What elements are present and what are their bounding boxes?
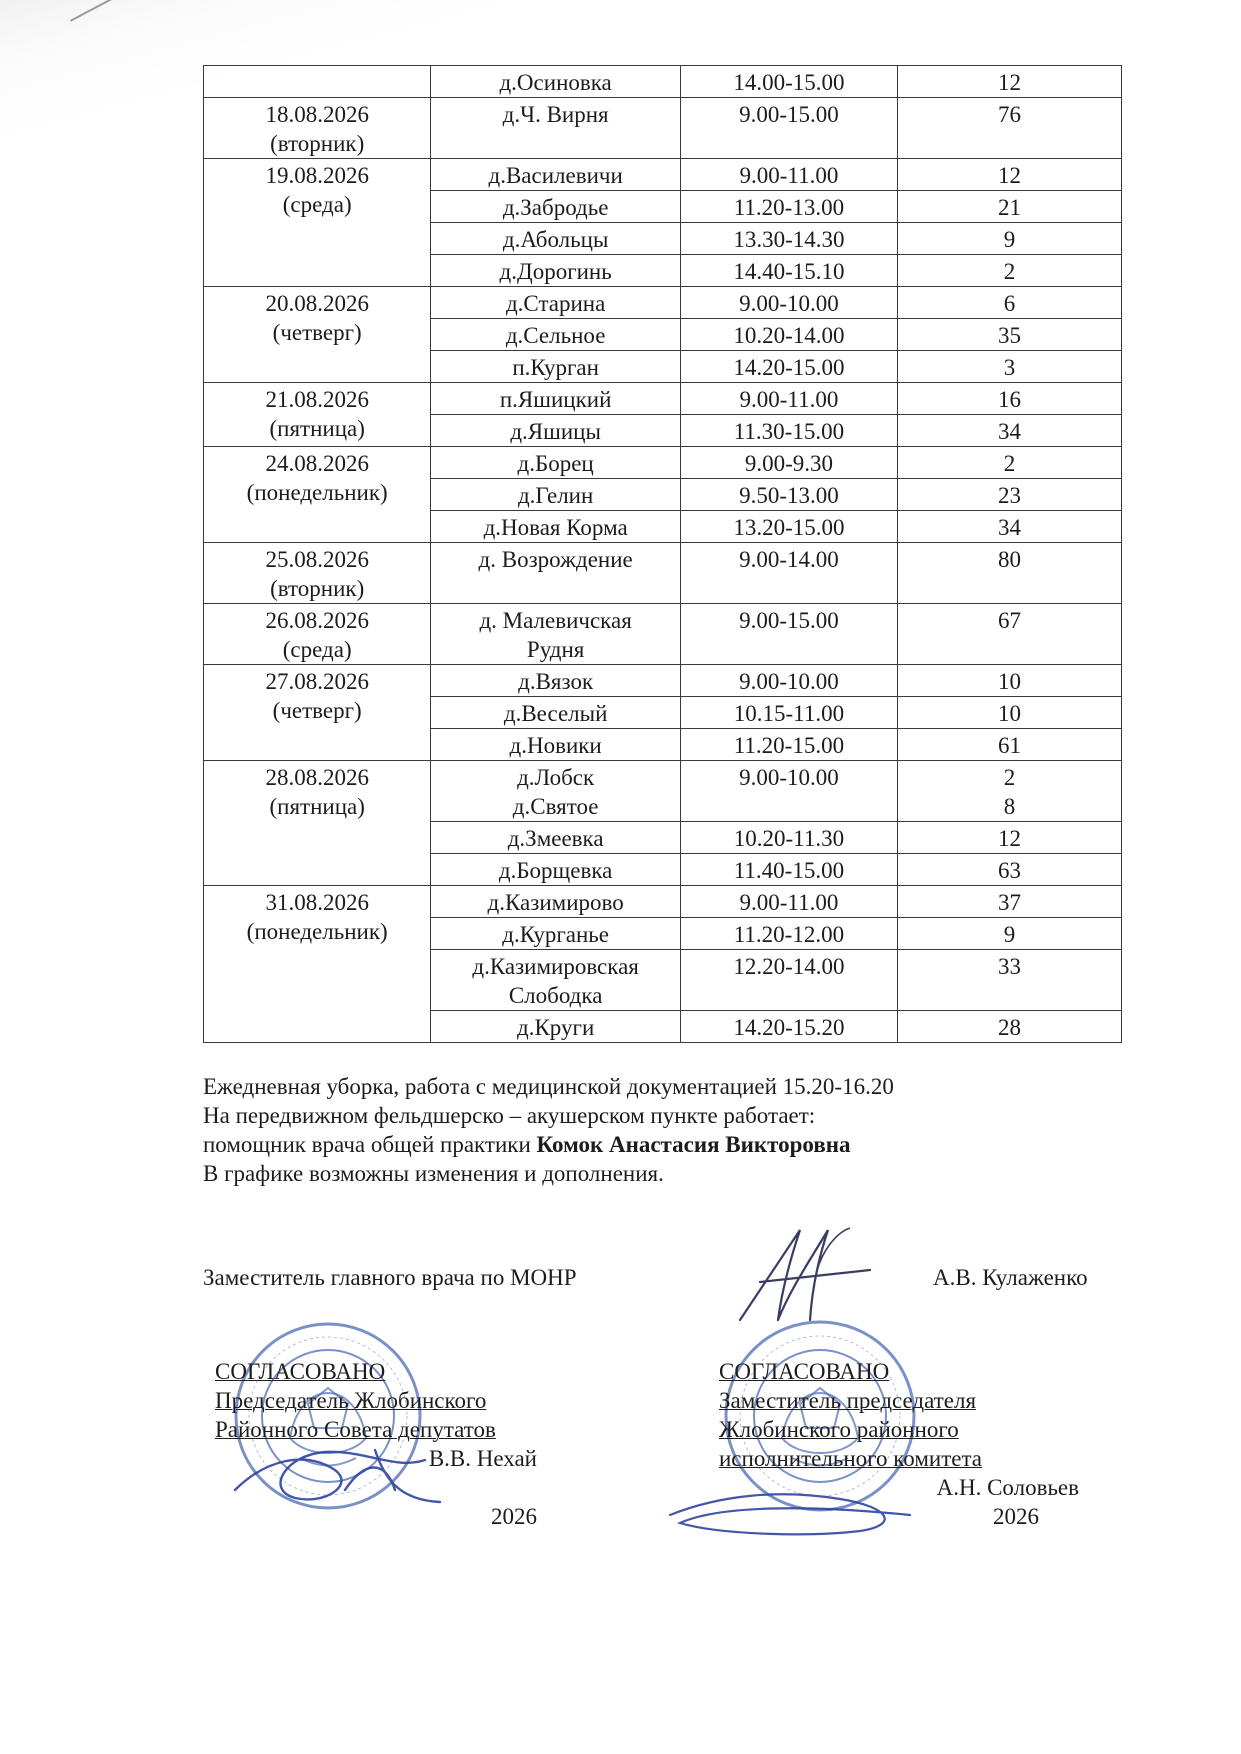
time-cell: 9.00-15.00 [680,604,897,665]
date-cell [204,287,431,383]
count-cell: 6 [897,287,1121,319]
deputy-signature-icon [720,1220,880,1330]
count-cell: 28 [897,1011,1121,1043]
weekday-text: (понедельник) [246,919,388,944]
date-text: 19.08.2026 [265,163,369,188]
place-cell: д.Казимирово [431,886,681,918]
table-row [204,886,1122,918]
date-text: 27.08.2026 [265,669,369,694]
weekday-text: (вторник) [270,576,365,601]
time-cell: 11.40-15.00 [680,854,897,886]
place-cell [431,604,681,665]
place-cell: д.Старина [431,287,681,319]
date-text: 28.08.2026 [265,765,369,790]
place-text: д.Святое [512,794,599,819]
date-text: 24.08.2026 [265,451,369,476]
time-cell: 13.20-15.00 [680,511,897,543]
approval-position: Председатель Жлобинского [215,1388,487,1413]
date-cell [204,665,431,761]
count-cell: 34 [897,415,1121,447]
count-cell: 16 [897,383,1121,415]
table-row [204,447,1122,479]
cleaning-note: Ежедневная уборка, работа с медицинской документацией 15.20-16.20 [203,1074,894,1099]
staff-assistant-line [203,1130,1103,1159]
place-cell: д.Курганье [431,918,681,950]
count-cell: 3 [897,351,1121,383]
count-cell: 12 [897,822,1121,854]
time-cell: 9.00-11.00 [680,383,897,415]
date-cell [204,604,431,665]
count-cell: 9 [897,918,1121,950]
time-cell: 10.20-14.00 [680,319,897,351]
notes-block [203,1072,1103,1188]
place-cell [431,761,681,822]
date-cell [204,543,431,604]
place-text: д.Лобск [517,765,595,790]
weekday-text: (четверг) [272,320,362,345]
table-row [204,761,1122,822]
date-text: 25.08.2026 [265,547,369,572]
count-cell: 12 [897,159,1121,191]
place-cell: д.Вязок [431,665,681,697]
time-cell: 14.40-15.10 [680,255,897,287]
time-cell: 14.00-15.00 [680,66,897,98]
place-text: Рудня [526,637,585,662]
approval-position: исполнительного комитета [719,1446,982,1471]
place-text: д. Малевичская [479,608,632,633]
time-cell: 14.20-15.00 [680,351,897,383]
approval-year: 2026 [993,1504,1039,1529]
signatory-role: Заместитель главного врача по МОНР [203,1265,577,1290]
council-chairman-signature-icon [225,1430,455,1520]
place-cell [431,950,681,1011]
table-row [204,665,1122,697]
approval-name: В.В. Нехай [428,1446,537,1471]
date-cell [204,383,431,447]
place-cell: д.Дорогинь [431,255,681,287]
count-cell: 76 [897,98,1121,159]
time-cell: 11.20-13.00 [680,191,897,223]
signatory-name: А.В. Кулаженко [933,1265,1088,1290]
place-cell: д.Гелин [431,479,681,511]
approval-year: 2026 [491,1504,537,1529]
approval-heading: СОГЛАСОВАНО [719,1359,890,1384]
count-cell [897,761,1121,822]
time-cell: 9.00-9.30 [680,447,897,479]
staff-role: помощник врача общей практики [203,1132,537,1157]
place-cell: п.Курган [431,351,681,383]
place-cell: д.Забродье [431,191,681,223]
place-cell: д.Ч. Вирня [431,98,681,159]
place-cell: д.Борец [431,447,681,479]
place-cell: д.Абольцы [431,223,681,255]
place-cell: п.Яшицкий [431,383,681,415]
time-cell: 10.15-11.00 [680,697,897,729]
table-row [204,159,1122,191]
time-cell: 13.30-14.30 [680,223,897,255]
time-cell: 9.50-13.00 [680,479,897,511]
place-cell: д.Сельное [431,319,681,351]
count-cell: 33 [897,950,1121,1011]
place-cell: д.Новая Корма [431,511,681,543]
date-text: 31.08.2026 [265,890,369,915]
time-cell: 9.00-11.00 [680,886,897,918]
table-row [204,98,1122,159]
count-text: 8 [1003,794,1016,819]
time-cell: 11.30-15.00 [680,415,897,447]
date-cell [204,98,431,159]
place-cell: д.Василевичи [431,159,681,191]
time-cell: 11.20-15.00 [680,729,897,761]
count-cell: 35 [897,319,1121,351]
deputy-chairman-signature-icon [660,1475,920,1545]
count-cell: 37 [897,886,1121,918]
time-cell: 9.00-11.00 [680,159,897,191]
time-cell: 9.00-14.00 [680,543,897,604]
approval-name: А.Н. Соловьев [936,1475,1079,1500]
weekday-text: (среда) [282,637,352,662]
table-row [204,287,1122,319]
count-cell: 21 [897,191,1121,223]
place-cell: д.Змеевка [431,822,681,854]
count-cell: 2 [897,255,1121,287]
table-row [204,383,1122,415]
count-cell: 10 [897,697,1121,729]
approval-position: Жлобинского районного [719,1417,959,1442]
count-text: 2 [1003,765,1016,790]
date-cell [204,447,431,543]
count-cell: 80 [897,543,1121,604]
date-text: 20.08.2026 [265,291,369,316]
date-text: 18.08.2026 [265,102,369,127]
place-cell: д.Яшицы [431,415,681,447]
date-cell [204,159,431,287]
table-row [204,543,1122,604]
place-text: д.Казимировская [472,954,639,979]
count-cell: 61 [897,729,1121,761]
time-cell: 10.20-11.30 [680,822,897,854]
staff-note: На передвижном фельдшерско – акушерском пункте работает: [203,1103,816,1128]
time-cell: 12.20-14.00 [680,950,897,1011]
place-text: Слободка [508,983,603,1008]
time-cell: 9.00-10.00 [680,665,897,697]
count-cell: 12 [897,66,1121,98]
date-cell [204,886,431,1043]
place-cell: д.Новики [431,729,681,761]
weekday-text: (понедельник) [246,480,388,505]
place-cell: д.Веселый [431,697,681,729]
approval-heading: СОГЛАСОВАНО [215,1359,386,1384]
weekday-text: (четверг) [272,698,362,723]
weekday-text: (пятница) [269,794,365,819]
date-text: 21.08.2026 [265,387,369,412]
time-cell: 14.20-15.20 [680,1011,897,1043]
count-cell: 9 [897,223,1121,255]
count-cell: 10 [897,665,1121,697]
approval-position: Заместитель председателя [719,1388,977,1413]
weekday-text: (среда) [282,192,352,217]
approval-position: Районного Совета депутатов [215,1417,496,1442]
place-cell: д.Круги [431,1011,681,1043]
count-cell: 67 [897,604,1121,665]
date-cell [204,761,431,886]
place-cell: д. Возрождение [431,543,681,604]
table-row [204,66,1122,98]
place-cell: д.Борщевка [431,854,681,886]
time-cell: 9.00-10.00 [680,287,897,319]
place-cell: д.Осиновка [431,66,681,98]
changes-note: В графике возможны изменения и дополнения. [203,1161,664,1186]
count-cell: 34 [897,511,1121,543]
weekday-text: (пятница) [269,416,365,441]
date-text: 26.08.2026 [265,608,369,633]
count-cell: 2 [897,447,1121,479]
date-cell [204,66,431,98]
time-cell: 11.20-12.00 [680,918,897,950]
staff-name: Комок Анастасия Викторовна [536,1132,851,1157]
count-cell: 23 [897,479,1121,511]
time-cell: 9.00-10.00 [680,761,897,822]
schedule-table [203,65,1122,1043]
count-cell: 63 [897,854,1121,886]
time-cell: 9.00-15.00 [680,98,897,159]
table-row [204,604,1122,665]
weekday-text: (вторник) [270,131,365,156]
